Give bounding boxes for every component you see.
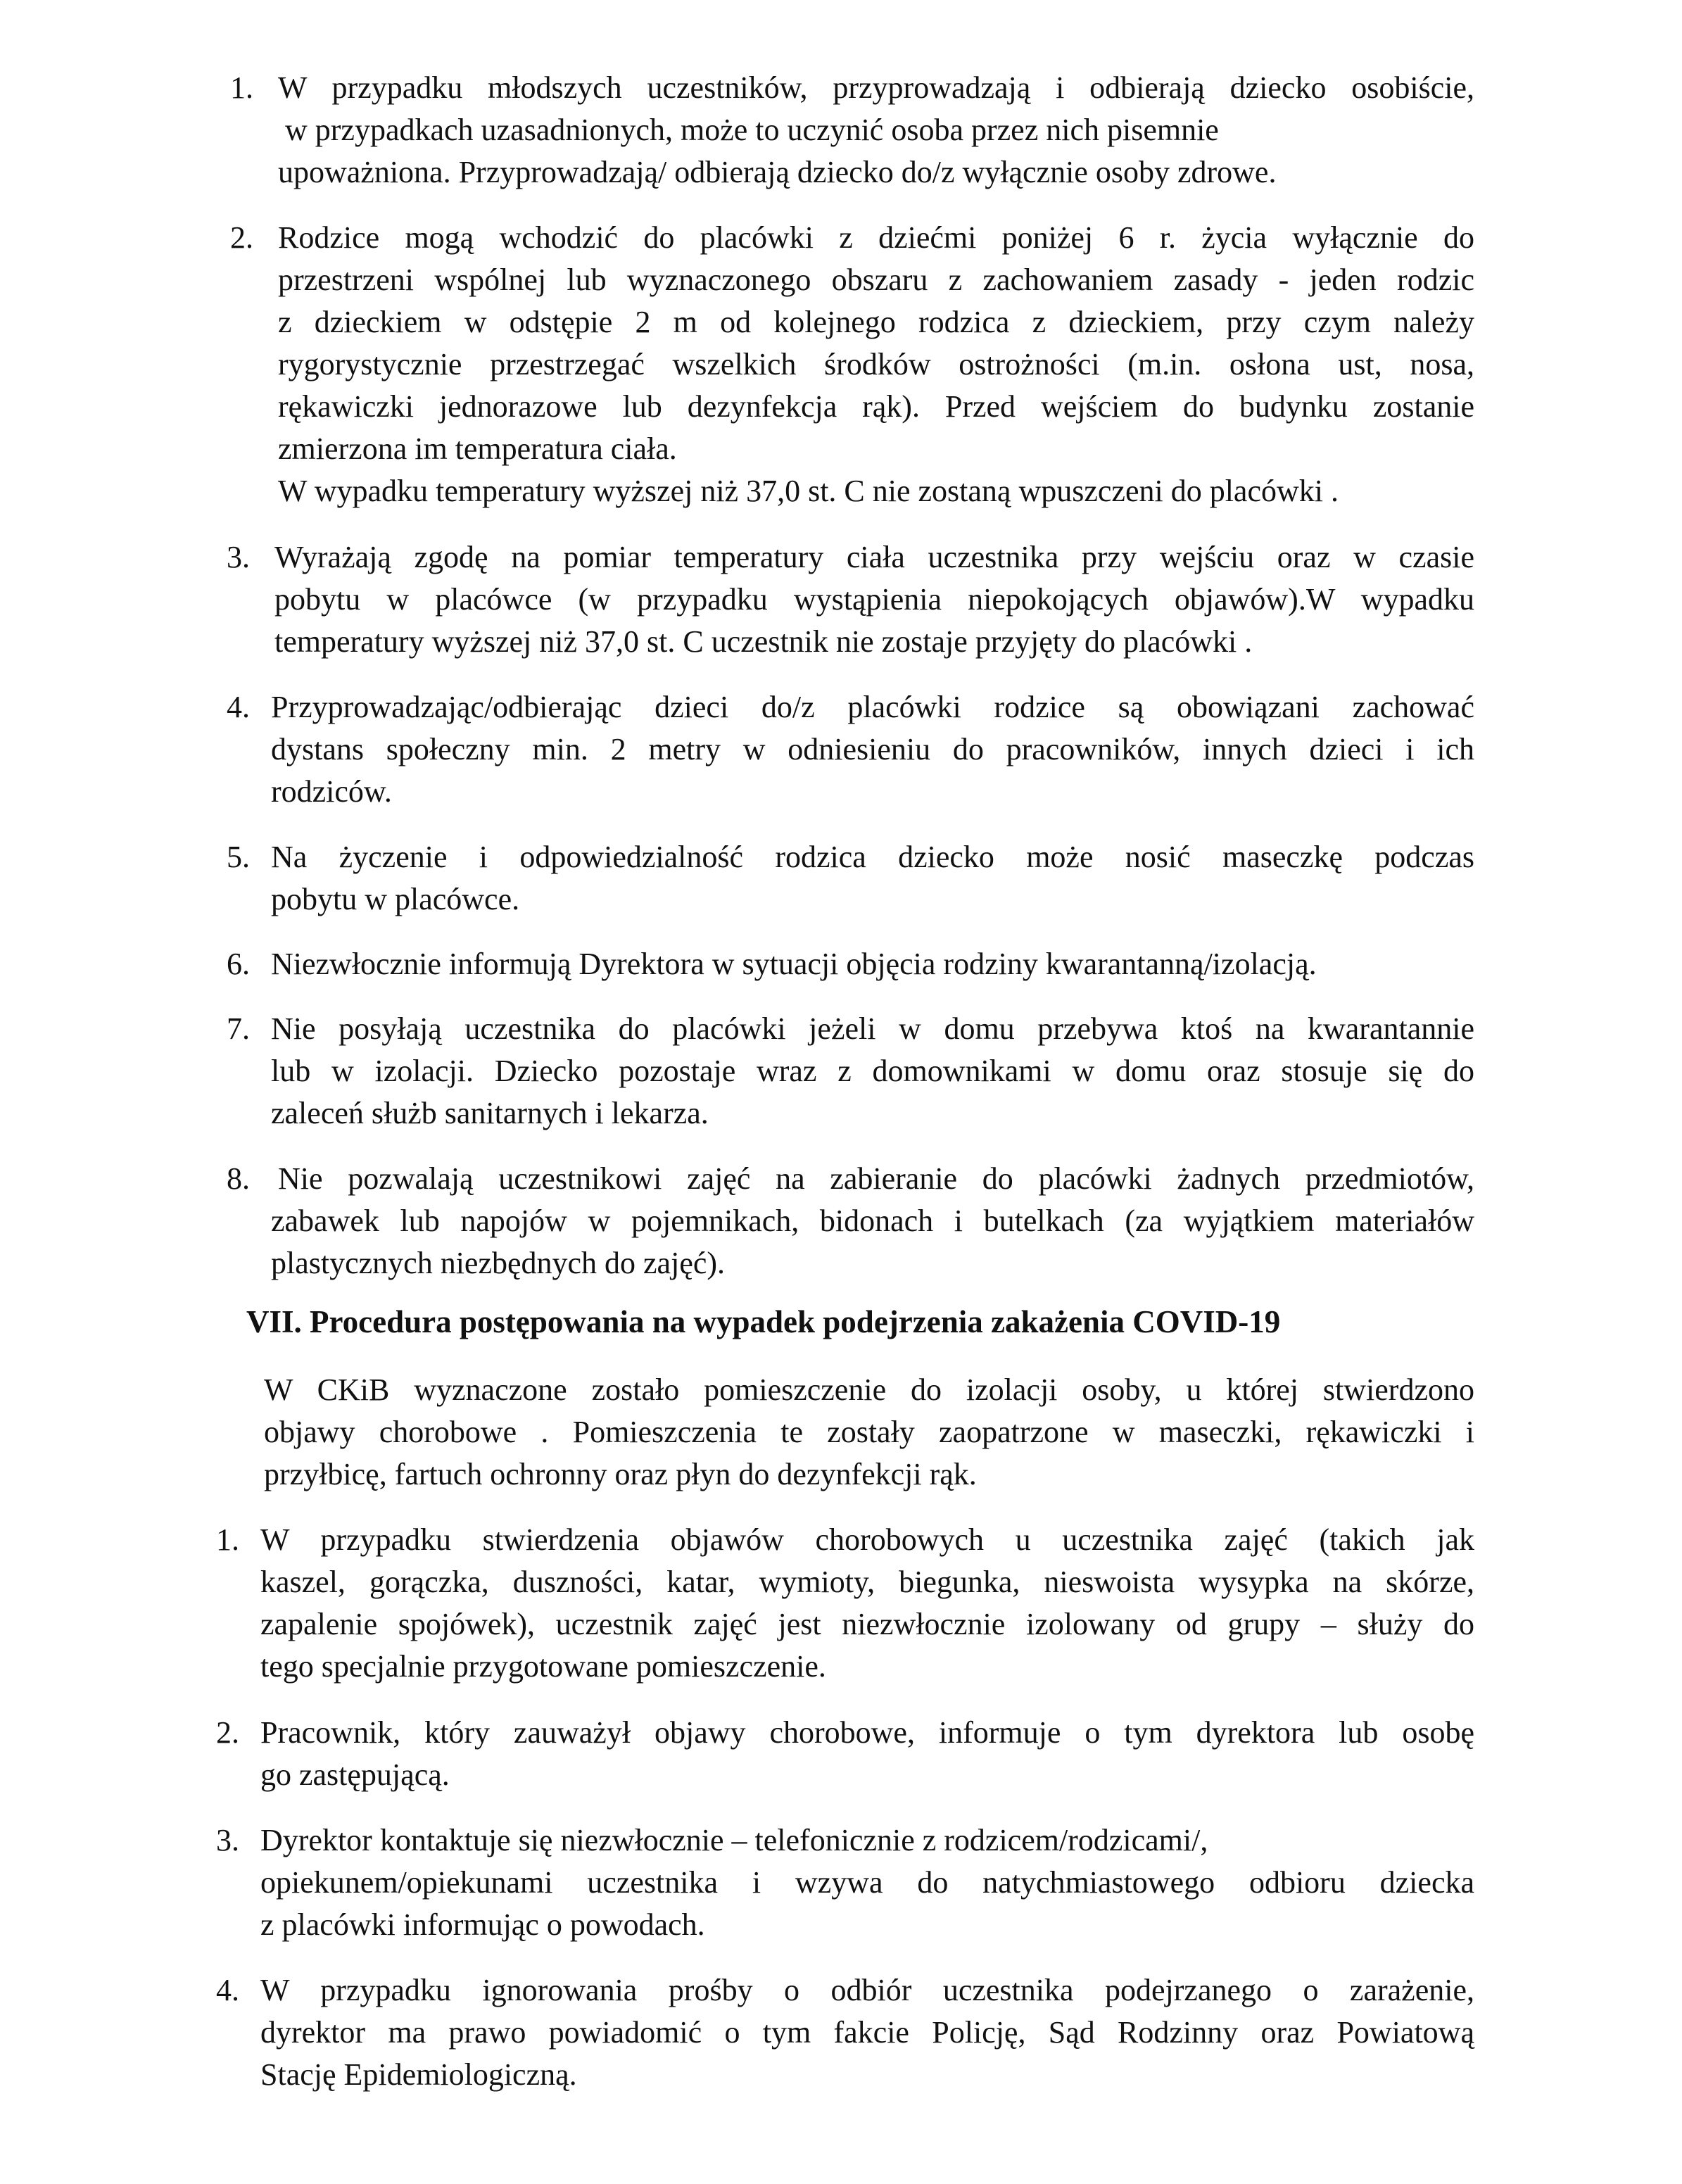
text-line: Na życzenie i odpowiedzialność rodzica dziecko może nosić maseczkę podczas bbox=[271, 840, 1474, 874]
text-line: plastycznych niezbędnych do zajęć). bbox=[271, 1246, 726, 1280]
list-item-number: 3. bbox=[216, 1823, 239, 1857]
list-item-text bbox=[278, 67, 1474, 194]
list-item-text bbox=[271, 1158, 1474, 1284]
section-intro bbox=[264, 1369, 1474, 1496]
list-item-number: 4. bbox=[216, 1973, 239, 2007]
list-item-text bbox=[274, 536, 1474, 663]
text-line: zapalenie spojówek), uczestnik zajęć jest niezwłocznie izolowany od grupy – służy do bbox=[260, 1607, 1474, 1641]
text-line: temperatury wyższej niż 37,0 st. C uczestnik nie zostaje przyjęty do placówki . bbox=[274, 624, 1253, 659]
text-line: upoważniona. Przyprowadzają/ odbierają dziecko do/z wyłącznie osoby zdrowe. bbox=[278, 155, 1277, 189]
text-line: rękawiczki jednorazowe lub dezynfekcja rąk). Przed wejściem do budynku zostanie bbox=[278, 389, 1474, 424]
text-line: pobytu w placówce. bbox=[271, 882, 520, 916]
text-line: tego specjalnie przygotowane pomieszczenie. bbox=[260, 1649, 826, 1684]
text-line: objawy chorobowe . Pomieszczenia te zostały zaopatrzone w maseczki, rękawiczki i bbox=[264, 1415, 1474, 1449]
list-item-text bbox=[260, 1712, 1474, 1796]
text-line: W przypadku młodszych uczestników, przyprowadzają i odbierają dziecko osobiście, bbox=[278, 70, 1474, 105]
text-line: Wyrażają zgodę na pomiar temperatury ciała uczestnika przy wejściu oraz w czasie bbox=[274, 540, 1474, 574]
list-item-number: 8. bbox=[227, 1161, 250, 1196]
list-item-text bbox=[271, 686, 1474, 813]
text-line: Niezwłocznie informują Dyrektora w sytuacji objęcia rodziny kwarantanną/izolacją. bbox=[271, 947, 1317, 981]
text-line: zaleceń służb sanitarnych i lekarza. bbox=[271, 1096, 709, 1130]
text-line: przyłbicę, fartuch ochronny oraz płyn do dezynfekcji rąk. bbox=[264, 1457, 977, 1491]
text-line: lub w izolacji. Dziecko pozostaje wraz z domownikami w domu oraz stosuje się do bbox=[271, 1054, 1474, 1088]
text-line: go zastępującą. bbox=[260, 1757, 450, 1792]
list-item-number: 1. bbox=[230, 70, 253, 105]
list-item-text bbox=[278, 217, 1474, 512]
text-line: dyrektor ma prawo powiadomić o tym fakcie Policję, Sąd Rodzinny oraz Powiatową bbox=[260, 2015, 1474, 2050]
text-line: W przypadku ignorowania prośby o odbiór uczestnika podejrzanego o zarażenie, bbox=[260, 1973, 1474, 2007]
text-line: przestrzeni wspólnej lub wyznaczonego obszaru z zachowaniem zasady - jeden rodzic bbox=[278, 263, 1474, 297]
list-item-number: 1. bbox=[216, 1522, 239, 1557]
text-line: rygorystycznie przestrzegać wszelkich środków ostrożności (m.in. osłona ust, nosa, bbox=[278, 347, 1474, 381]
list-item-number: 5. bbox=[227, 840, 250, 874]
text-line: pobytu w placówce (w przypadku wystąpienia niepokojących objawów).W wypadku bbox=[274, 582, 1474, 617]
text-line: w przypadkach uzasadnionych, może to uczynić osoba przez nich pisemnie bbox=[285, 113, 1219, 147]
list-item-text bbox=[260, 1519, 1474, 1688]
text-line: z dzieckiem w odstępie 2 m od kolejnego rodzica z dzieckiem, przy czym należy bbox=[278, 305, 1474, 339]
text-line: W przypadku stwierdzenia objawów chorobowych u uczestnika zajęć (takich jak bbox=[260, 1522, 1474, 1557]
text-line: Nie posyłają uczestnika do placówki jeżeli w domu przebywa ktoś na kwarantannie bbox=[271, 1011, 1474, 1046]
section-heading: VII. Procedura postępowania na wypadek podejrzenia zakażenia COVID-19 bbox=[246, 1304, 1281, 1339]
list-item-number: 6. bbox=[227, 947, 250, 981]
list-item-number: 7. bbox=[227, 1011, 250, 1046]
list-item-text bbox=[271, 1008, 1474, 1135]
text-line: z placówki informując o powodach. bbox=[260, 1907, 705, 1942]
text-line: rodziców. bbox=[271, 774, 392, 809]
list-item-number: 2. bbox=[216, 1715, 239, 1750]
text-line: dystans społeczny min. 2 metry w odniesieniu do pracowników, innych dzieci i ich bbox=[271, 732, 1474, 766]
text-line: Nie pozwalają uczestnikowi zajęć na zabieranie do placówki żadnych przedmiotów, bbox=[278, 1161, 1474, 1196]
text-line: kaszel, gorączka, duszności, katar, wymioty, biegunka, nieswoista wysypka na skórze, bbox=[260, 1565, 1474, 1599]
list-item-number: 3. bbox=[227, 540, 250, 574]
text-line: Dyrektor kontaktuje się niezwłocznie – telefonicznie z rodzicem/rodzicami/, bbox=[260, 1823, 1208, 1857]
list-item-number: 2. bbox=[230, 220, 253, 255]
text-line: Pracownik, który zauważył objawy chorobowe, informuje o tym dyrektora lub osobę bbox=[260, 1715, 1474, 1750]
text-line: W wypadku temperatury wyższej niż 37,0 st. C nie zostaną wpuszczeni do placówki . bbox=[278, 474, 1339, 508]
text-line: Przyprowadzając/odbierając dzieci do/z placówki rodzice są obowiązani zachować bbox=[271, 690, 1474, 724]
list-item-text bbox=[260, 1969, 1474, 2096]
text-line: Rodzice mogą wchodzić do placówki z dziećmi poniżej 6 r. życia wyłącznie do bbox=[278, 220, 1474, 255]
list-item-number: 4. bbox=[227, 690, 250, 724]
list-item-text bbox=[260, 1819, 1474, 1946]
list-item-text bbox=[271, 836, 1474, 921]
text-line: zabawek lub napojów w pojemnikach, bidonach i butelkach (za wyjątkiem materiałów bbox=[271, 1204, 1474, 1238]
text-line: opiekunem/opiekunami uczestnika i wzywa do natychmiastowego odbioru dziecka bbox=[260, 1865, 1474, 1900]
text-line: zmierzona im temperatura ciała. bbox=[278, 431, 677, 466]
text-line: Stację Epidemiologiczną. bbox=[260, 2057, 577, 2092]
list-item-text bbox=[271, 943, 1474, 985]
text-line: W CKiB wyznaczone zostało pomieszczenie do izolacji osoby, u której stwierdzono bbox=[264, 1372, 1474, 1407]
